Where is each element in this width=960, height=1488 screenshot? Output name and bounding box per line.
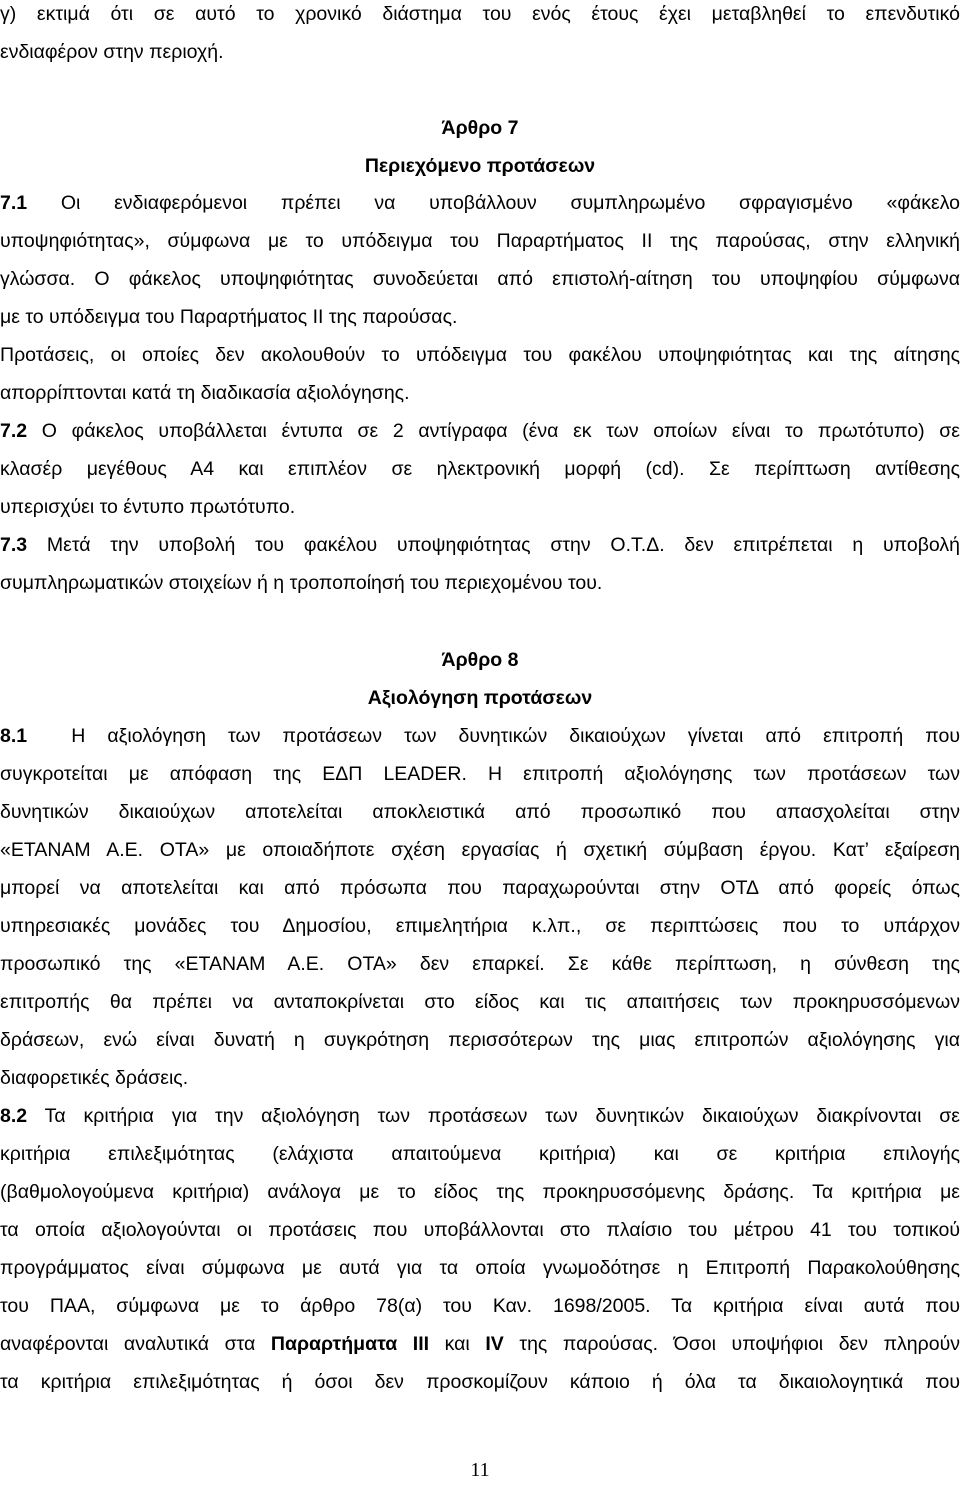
clause-number: 8.2 [0, 1105, 28, 1127]
paragraph-line: συγκροτείται με απόφαση της ΕΔΠ LEADER. Η επιτροπή αξιολόγησης των προτάσεων των [0, 763, 960, 785]
article-7-subheading: Περιεχόμενο προτάσεων [364, 155, 596, 177]
paragraph-line: κριτήρια επιλεξιμότητας (ελάχιστα απαιτούμενα κριτήρια) και σε κριτήρια επιλογής [0, 1143, 960, 1165]
paragraph-line: με το υπόδειγμα του Παραρτήματος ΙΙ της παρούσας. [0, 306, 458, 328]
intro-line: ενδιαφέρον στην περιοχή. [0, 41, 224, 63]
intro-line: γ) εκτιμά ότι σε αυτό το χρονικό διάστημα του ενός έτους έχει μεταβληθεί το επενδυτικό [0, 3, 960, 25]
clause-number: 7.2 [0, 420, 28, 442]
paragraph-line: υποψηφιότητας», σύμφωνα με το υπόδειγμα του Παραρτήματος ΙΙ της παρούσας, στην ελληνική [0, 230, 960, 252]
paragraph-line: τα οποία αξιολογούνται οι προτάσεις που υποβάλλονται στο πλαίσιο του μέτρου 41 του τοπικού [0, 1219, 960, 1241]
paragraph-line: υπερισχύει το έντυπο πρωτότυπο. [0, 496, 296, 518]
paragraph-line: μπορεί να αποτελείται και από πρόσωπα που παραχωρούνται στην ΟΤΔ από φορείς όπως [0, 877, 960, 899]
paragraph-line: δράσεων, ενώ είναι δυνατή η συγκρότηση περισσότερων της μιας επιτροπών αξιολόγησης για [0, 1029, 960, 1051]
paragraph-line: δυνητικών δικαιούχων αποτελείται αποκλειστικά από προσωπικό που απασχολείται στην [0, 801, 960, 823]
paragraph-line: Προτάσεις, οι οποίες δεν ακολουθούν το υπόδειγμα του φακέλου υποψηφιότητας και της αίτησης [0, 344, 960, 366]
paragraph-line: αναφέρονται αναλυτικά στα Παραρτήματα ΙΙΙ και IV της παρούσας. Όσοι υποψήφιοι δεν πληρούν [0, 1333, 960, 1355]
paragraph-line: απορρίπτονται κατά τη διαδικασία αξιολόγησης. [0, 382, 410, 404]
paragraph-line: 8.1 Η αξιολόγηση των προτάσεων των δυνητικών δικαιούχων γίνεται από επιτροπή που [0, 725, 960, 747]
article-8-heading: Άρθρο 8 [441, 649, 519, 671]
paragraph-line: υπηρεσιακές μονάδες του Δημοσίου, επιμελητήρια κ.λπ., σε περιπτώσεις που το υπάρχον [0, 915, 960, 937]
paragraph-line: 7.3 Μετά την υποβολή του φακέλου υποψηφιότητας στην Ο.Τ.Δ. δεν επιτρέπεται η υποβολή [0, 534, 960, 556]
clause-number: 7.1 [0, 192, 28, 214]
annex-reference: IV [485, 1333, 504, 1355]
paragraph-line: 8.2 Τα κριτήρια για την αξιολόγηση των προτάσεων των δυνητικών δικαιούχων διακρίνονται σε [0, 1105, 960, 1127]
paragraph-line: 7.1 Οι ενδιαφερόμενοι πρέπει να υποβάλλουν συμπληρωμένο σφραγισμένο «φάκελο [0, 192, 960, 214]
paragraph-line: γλώσσα. Ο φάκελος υποψηφιότητας συνοδεύεται από επιστολή-αίτηση του υποψηφίου σύμφωνα [0, 268, 960, 290]
paragraph-line: διαφορετικές δράσεις. [0, 1067, 189, 1089]
annex-reference: Παραρτήματα ΙΙΙ [270, 1333, 430, 1355]
paragraph-line: επιτροπής θα πρέπει να ανταποκρίνεται στο είδος και τις απαιτήσεις των προκηρυσσόμενων [0, 991, 960, 1013]
paragraph-line: προσωπικό της «ΕΤΑΝΑΜ Α.Ε. ΟΤΑ» δεν επαρκεί. Σε κάθε περίπτωση, η σύνθεση της [0, 953, 960, 975]
paragraph-line: 7.2 Ο φάκελος υποβάλλεται έντυπα σε 2 αντίγραφα (ένα εκ των οποίων είναι το πρωτότυπο) σε [0, 420, 960, 442]
clause-number: 7.3 [0, 534, 28, 556]
paragraph-line: (βαθμολογούμενα κριτήρια) ανάλογα με το είδος της προκηρυσσόμενης δράσης. Τα κριτήρια με [0, 1181, 960, 1203]
paragraph-line: του ΠΑΑ, σύμφωνα με το άρθρο 78(α) του Καν. 1698/2005. Τα κριτήρια είναι αυτά που [0, 1295, 960, 1317]
paragraph-line: τα κριτήρια επιλεξιμότητας ή όσοι δεν προσκομίζουν κάποιο ή όλα τα δικαιολογητικά που [0, 1371, 960, 1393]
page-number: 11 [470, 1459, 490, 1481]
paragraph-line: «ΕΤΑΝΑΜ Α.Ε. ΟΤΑ» με οποιαδήποτε σχέση εργασίας ή σχετική σύμβαση έργου. Κατ’ εξαίρεση [0, 839, 960, 861]
clause-number: 8.1 [0, 725, 28, 747]
paragraph-line: προγράμματος είναι σύμφωνα με αυτά για τα οποία γνωμοδότησε η Επιτροπή Παρακολούθησης [0, 1257, 960, 1279]
article-7-heading: Άρθρο 7 [441, 117, 519, 139]
article-8-subheading: Αξιολόγηση προτάσεων [367, 687, 593, 709]
paragraph-line: συμπληρωματικών στοιχείων ή η τροποποίησή του περιεχομένου του. [0, 572, 603, 594]
paragraph-line: κλασέρ μεγέθους Α4 και επιπλέον σε ηλεκτρονική μορφή (cd). Σε περίπτωση αντίθεσης [0, 458, 960, 480]
